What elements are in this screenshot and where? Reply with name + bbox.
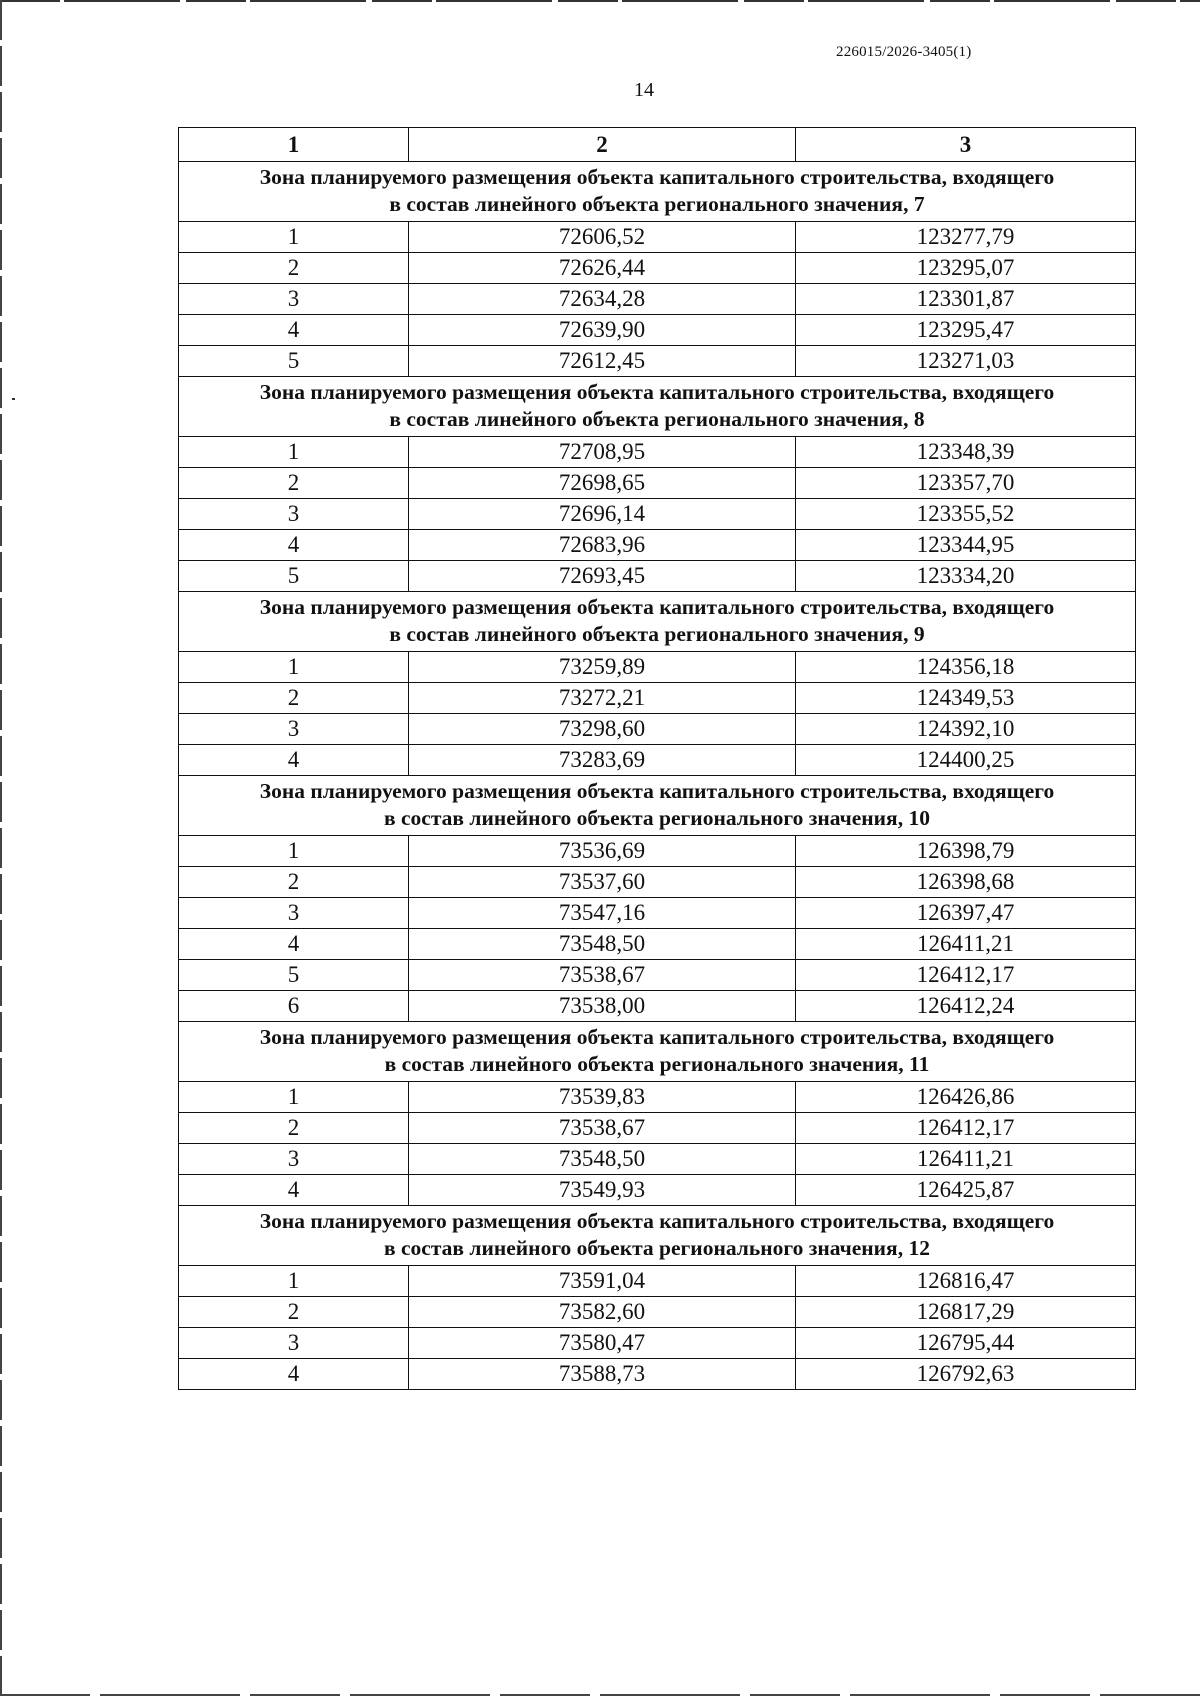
zone-header-row	[179, 377, 1136, 437]
coordinate-x-cell: 73538,67	[409, 1113, 796, 1144]
coordinate-x-cell: 73259,89	[409, 652, 796, 683]
zone-title-line2: в состав линейного объекта регионального значения, 12	[384, 1236, 930, 1260]
point-number-cell: 3	[179, 284, 409, 315]
table-row	[179, 346, 1136, 377]
scan-edge-top	[0, 0, 1200, 2]
zone-header-row	[179, 162, 1136, 222]
page-number: 14	[634, 79, 654, 101]
coordinate-y-cell: 123301,87	[796, 284, 1136, 315]
point-number-cell: 2	[179, 1297, 409, 1328]
coordinate-x-cell: 72708,95	[409, 437, 796, 468]
coordinate-y-cell: 126398,68	[796, 867, 1136, 898]
coordinate-x-cell: 73536,69	[409, 836, 796, 867]
coordinate-x-cell: 73580,47	[409, 1328, 796, 1359]
table-row	[179, 898, 1136, 929]
point-number-cell: 3	[179, 1144, 409, 1175]
point-number-cell: 3	[179, 898, 409, 929]
zone-title	[179, 592, 1136, 652]
coordinate-y-cell: 126411,21	[796, 1144, 1136, 1175]
zone-title-line2: в состав линейного объекта регионального значения, 8	[389, 407, 925, 431]
zone-title-line1: Зона планируемого размещения объекта капитального строительства, входящего	[259, 1209, 1055, 1233]
table-row	[179, 1328, 1136, 1359]
table-row	[179, 960, 1136, 991]
point-number-cell: 4	[179, 315, 409, 346]
zone-title-line2: в состав линейного объекта регионального значения, 9	[389, 622, 925, 646]
point-number-cell: 4	[179, 745, 409, 776]
column-header-1: 1	[179, 128, 409, 162]
coordinate-x-cell: 73549,93	[409, 1175, 796, 1206]
coordinate-y-cell: 123357,70	[796, 468, 1136, 499]
coordinate-y-cell: 126412,17	[796, 1113, 1136, 1144]
coordinates-table	[178, 127, 1136, 1390]
zone-title-line1: Зона планируемого размещения объекта капитального строительства, входящего	[259, 595, 1055, 619]
point-number-cell: 1	[179, 437, 409, 468]
table-row	[179, 315, 1136, 346]
coordinate-x-cell: 73582,60	[409, 1297, 796, 1328]
coordinate-x-cell: 72693,45	[409, 561, 796, 592]
coordinate-y-cell: 123355,52	[796, 499, 1136, 530]
coordinate-y-cell: 126411,21	[796, 929, 1136, 960]
zone-header-row	[179, 1206, 1136, 1266]
point-number-cell: 1	[179, 836, 409, 867]
coordinate-x-cell: 72606,52	[409, 222, 796, 253]
table-row	[179, 437, 1136, 468]
coordinate-x-cell: 72696,14	[409, 499, 796, 530]
point-number-cell: 2	[179, 1113, 409, 1144]
coordinate-x-cell: 72626,44	[409, 253, 796, 284]
table-row	[179, 468, 1136, 499]
document-number: 226015/2026-3405(1)	[836, 44, 972, 60]
coordinate-x-cell: 72698,65	[409, 468, 796, 499]
table-row	[179, 836, 1136, 867]
table-row	[179, 1082, 1136, 1113]
coordinate-x-cell: 73548,50	[409, 929, 796, 960]
coordinate-y-cell: 124356,18	[796, 652, 1136, 683]
scan-edge-left	[0, 0, 2, 1702]
coordinate-y-cell: 126817,29	[796, 1297, 1136, 1328]
point-number-cell: 3	[179, 1328, 409, 1359]
point-number-cell: 5	[179, 561, 409, 592]
coordinate-y-cell: 126795,44	[796, 1328, 1136, 1359]
point-number-cell: 4	[179, 1175, 409, 1206]
point-number-cell: 4	[179, 929, 409, 960]
table-row	[179, 683, 1136, 714]
zone-title	[179, 1206, 1136, 1266]
point-number-cell: 2	[179, 683, 409, 714]
coordinate-y-cell: 126398,79	[796, 836, 1136, 867]
zone-title	[179, 162, 1136, 222]
coordinate-x-cell: 73272,21	[409, 683, 796, 714]
scan-edge-bottom	[0, 1694, 1200, 1696]
coordinate-x-cell: 73588,73	[409, 1359, 796, 1390]
coordinate-x-cell: 72639,90	[409, 315, 796, 346]
table-row	[179, 499, 1136, 530]
coordinate-x-cell: 73547,16	[409, 898, 796, 929]
point-number-cell: 5	[179, 960, 409, 991]
point-number-cell: 6	[179, 991, 409, 1022]
zone-title-line1: Зона планируемого размещения объекта капитального строительства, входящего	[259, 779, 1055, 803]
zone-header-row	[179, 1022, 1136, 1082]
table-row	[179, 714, 1136, 745]
coordinate-y-cell: 123334,20	[796, 561, 1136, 592]
coordinate-x-cell: 73538,67	[409, 960, 796, 991]
coordinate-y-cell: 126397,47	[796, 898, 1136, 929]
table-row	[179, 284, 1136, 315]
point-number-cell: 1	[179, 1266, 409, 1297]
table-row	[179, 991, 1136, 1022]
table-row	[179, 929, 1136, 960]
coordinate-x-cell: 72683,96	[409, 530, 796, 561]
zone-header-row	[179, 776, 1136, 836]
table-row	[179, 745, 1136, 776]
point-number-cell: 4	[179, 530, 409, 561]
point-number-cell: 1	[179, 1082, 409, 1113]
zone-title-line1: Зона планируемого размещения объекта капитального строительства, входящего	[259, 380, 1055, 404]
coordinate-x-cell: 73283,69	[409, 745, 796, 776]
zone-title	[179, 1022, 1136, 1082]
table-row	[179, 1359, 1136, 1390]
point-number-cell: 2	[179, 468, 409, 499]
zone-title-line2: в состав линейного объекта регионального значения, 10	[384, 806, 930, 830]
coordinate-y-cell: 126426,86	[796, 1082, 1136, 1113]
coordinate-y-cell: 123295,07	[796, 253, 1136, 284]
coordinate-x-cell: 72634,28	[409, 284, 796, 315]
coordinate-y-cell: 126816,47	[796, 1266, 1136, 1297]
coordinate-y-cell: 126425,87	[796, 1175, 1136, 1206]
table-row	[179, 222, 1136, 253]
zone-title-line1: Зона планируемого размещения объекта капитального строительства, входящего	[259, 165, 1055, 189]
coordinate-x-cell: 73539,83	[409, 1082, 796, 1113]
coordinate-y-cell: 126412,24	[796, 991, 1136, 1022]
table-row	[179, 1113, 1136, 1144]
table-header-row	[179, 128, 1136, 162]
table-row	[179, 1297, 1136, 1328]
zone-title	[179, 377, 1136, 437]
column-header-3: 3	[796, 128, 1136, 162]
table-row	[179, 867, 1136, 898]
table-row	[179, 1266, 1136, 1297]
point-number-cell: 3	[179, 714, 409, 745]
table-row	[179, 530, 1136, 561]
column-header-2: 2	[409, 128, 796, 162]
point-number-cell: 2	[179, 867, 409, 898]
table-body	[179, 162, 1136, 1390]
point-number-cell: 2	[179, 253, 409, 284]
coordinate-y-cell: 124400,25	[796, 745, 1136, 776]
coordinate-y-cell: 123344,95	[796, 530, 1136, 561]
point-number-cell: 4	[179, 1359, 409, 1390]
zone-title	[179, 776, 1136, 836]
coordinate-y-cell: 124392,10	[796, 714, 1136, 745]
zone-header-row	[179, 592, 1136, 652]
coordinate-y-cell: 123348,39	[796, 437, 1136, 468]
table-row	[179, 1175, 1136, 1206]
coordinate-x-cell: 73537,60	[409, 867, 796, 898]
coordinate-y-cell: 123277,79	[796, 222, 1136, 253]
scan-artifact-dot	[12, 398, 15, 400]
zone-title-line2: в состав линейного объекта регионального значения, 7	[389, 192, 925, 216]
coordinate-y-cell: 126412,17	[796, 960, 1136, 991]
table-row	[179, 1144, 1136, 1175]
coordinate-y-cell: 123271,03	[796, 346, 1136, 377]
point-number-cell: 1	[179, 222, 409, 253]
point-number-cell: 3	[179, 499, 409, 530]
point-number-cell: 5	[179, 346, 409, 377]
coordinate-y-cell: 123295,47	[796, 315, 1136, 346]
coordinate-x-cell: 73538,00	[409, 991, 796, 1022]
table-row	[179, 253, 1136, 284]
coordinate-x-cell: 72612,45	[409, 346, 796, 377]
point-number-cell: 1	[179, 652, 409, 683]
zone-title-line1: Зона планируемого размещения объекта капитального строительства, входящего	[259, 1025, 1055, 1049]
coordinate-y-cell: 124349,53	[796, 683, 1136, 714]
coordinate-y-cell: 126792,63	[796, 1359, 1136, 1390]
coordinate-x-cell: 73548,50	[409, 1144, 796, 1175]
zone-title-line2: в состав линейного объекта регионального значения, 11	[384, 1052, 930, 1076]
coordinate-x-cell: 73591,04	[409, 1266, 796, 1297]
coordinate-x-cell: 73298,60	[409, 714, 796, 745]
table-row	[179, 652, 1136, 683]
table-row	[179, 561, 1136, 592]
